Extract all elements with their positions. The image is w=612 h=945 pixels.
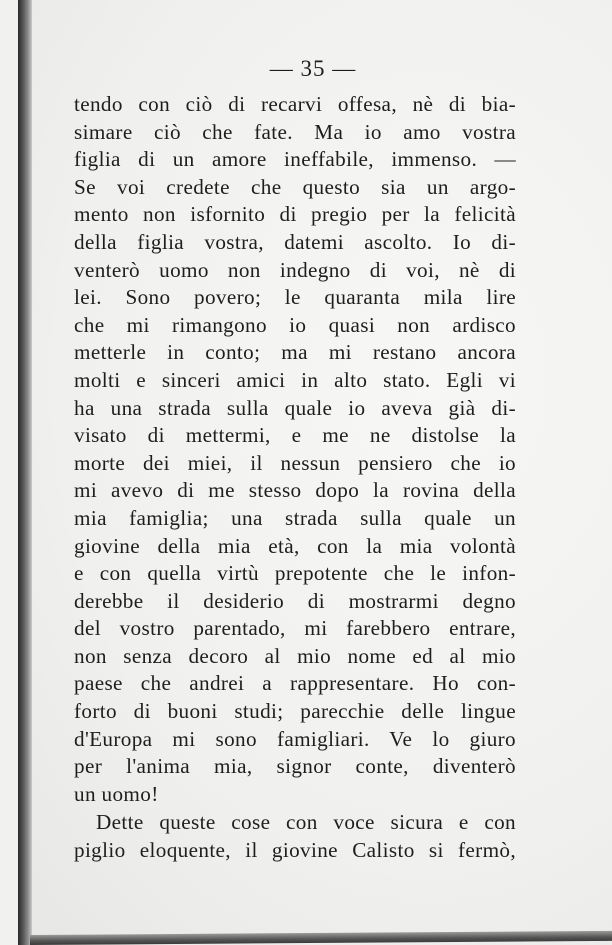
text-line: Se voi credete che questo sia un argo-: [74, 174, 516, 199]
text-line: ha una strada sulla quale io aveva già di-: [74, 395, 516, 420]
page-number: — 35 —: [269, 56, 357, 81]
text-line: derebbe il desiderio di mostrarmi degno: [74, 588, 516, 613]
text-line: tendo con ciò di recarvi offesa, nè di bia-: [74, 92, 516, 116]
text-line: del vostro parentado, mi farebbero entrare,: [74, 616, 516, 641]
text-line: paese che andrei a rappresentare. Ho con-: [74, 671, 516, 696]
text-line: simare ciò che fate. Ma io amo vostra: [74, 119, 516, 144]
text-line: d'Europa mi sono famigliari. Ve lo giuro: [74, 726, 516, 751]
text-line: metterle in conto; ma mi restano ancora: [74, 340, 516, 365]
text-line: della figlia vostra, datemi ascolto. Io di-: [74, 229, 516, 254]
paragraph-2: [74, 809, 516, 864]
text-line: forto di buoni studi; parecchie delle lingue: [74, 699, 516, 724]
text-line: e con quella virtù prepotente che le infon-: [74, 561, 516, 586]
body-text: [74, 91, 516, 865]
text-line: per l'anima mia, signor conte, diventerò: [74, 754, 516, 779]
text-line: mia famiglia; una strada sulla quale un: [74, 505, 516, 530]
text-line: molti e sinceri amici in alto stato. Egli vi: [74, 367, 516, 392]
text-line: non senza decoro al mio nome ed al mio: [74, 643, 516, 668]
text-line: mento non isfornito di pregio per la felicità: [74, 202, 516, 227]
text-line: che mi rimangono io quasi non ardisco: [74, 312, 516, 337]
text-line: Dette queste cose con voce sicura e con: [96, 810, 516, 835]
text-line: piglio eloquente, il giovine Calisto si fermò,: [74, 838, 516, 863]
text-line: figlia di un amore ineffabile, immenso. —: [74, 147, 516, 172]
text-line: giovine della mia età, con la mia volontà: [74, 533, 516, 558]
text-line: visato di mettermi, e me ne distolse la: [74, 423, 516, 448]
text-line: mi avevo di me stesso dopo la rovina della: [74, 478, 516, 503]
text-line: morte dei miei, il nessun pensiero che io: [74, 450, 516, 475]
text-line: lei. Sono povero; le quaranta mila lire: [74, 285, 516, 310]
text-line: un uomo!: [74, 781, 159, 806]
paragraph-1: [74, 91, 516, 808]
book-spine-shadow: [18, 0, 32, 945]
text-line: venterò uomo non indegno di voi, nè di: [74, 257, 516, 282]
left-margin: [0, 0, 18, 945]
